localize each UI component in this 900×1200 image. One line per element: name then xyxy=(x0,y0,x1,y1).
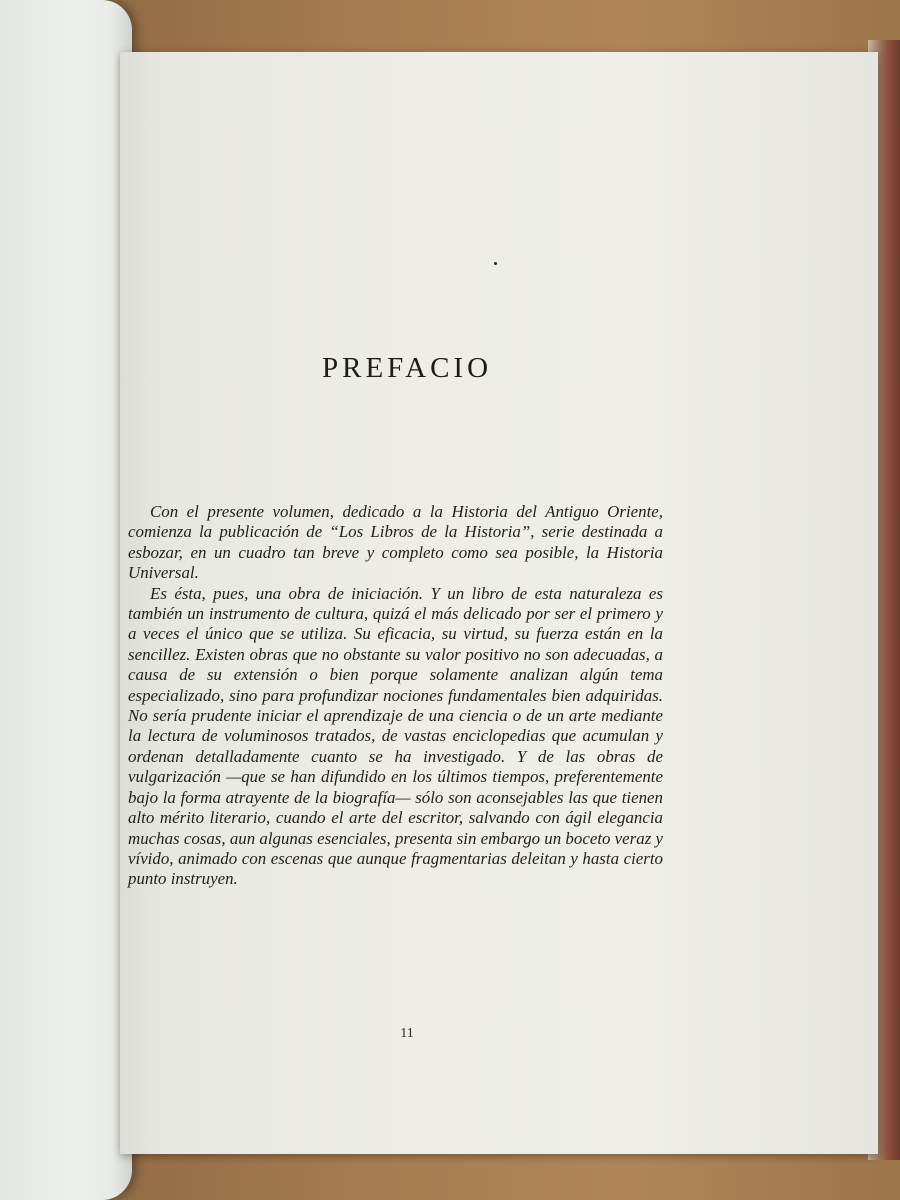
paragraph-2: Es ésta, pues, una obra de iniciación. Y un libro de esta naturaleza es también un instrumento de cultura, quizá el más delicado por ser el primero y a veces el único que se utiliza. Su eficacia, su virtud, su fuerza están en la sencillez. Existen obras que no obstante su valor positivo no son adecuadas, a causa de su extensión o bien porque solamente analizan algún tema especializado, sino para profundizar nociones fundamentales bien adquiridas. No sería prudente iniciar el aprendizaje de una ciencia o de un arte mediante la lectura de voluminosos tratados, de vastas enciclopedias que acumulan y ordenan detalladamente cuanto se ha investigado. Y de las obras de vulgarización —que se han difundido en los últimos tiempos, preferentemente bajo la forma atrayente de la biografía— sólo son aconsejables las que tienen alto mérito literario, cuando el arte del escritor, salvando con ágil elegancia muchas cosas, aun algunas esenciales, presenta sin embargo un boceto veraz y vívido, animado con escenas que aunque fragmentarias deleitan y hasta cierto punto instruyen. xyxy=(128,583,663,889)
left-page-edge xyxy=(0,0,132,1200)
ink-speck xyxy=(494,262,497,265)
preface-body xyxy=(128,502,663,890)
paragraph-1: Con el presente volumen, dedicado a la Historia del Antiguo Oriente, comienza la publicación de “Los Libros de la Historia”, serie destinada a esbozar, en un cuadro tan breve y completo como sea posible, la Historia Universal. xyxy=(128,502,663,583)
page-title: PREFACIO xyxy=(321,352,493,384)
page-number: 11 xyxy=(400,1026,414,1041)
